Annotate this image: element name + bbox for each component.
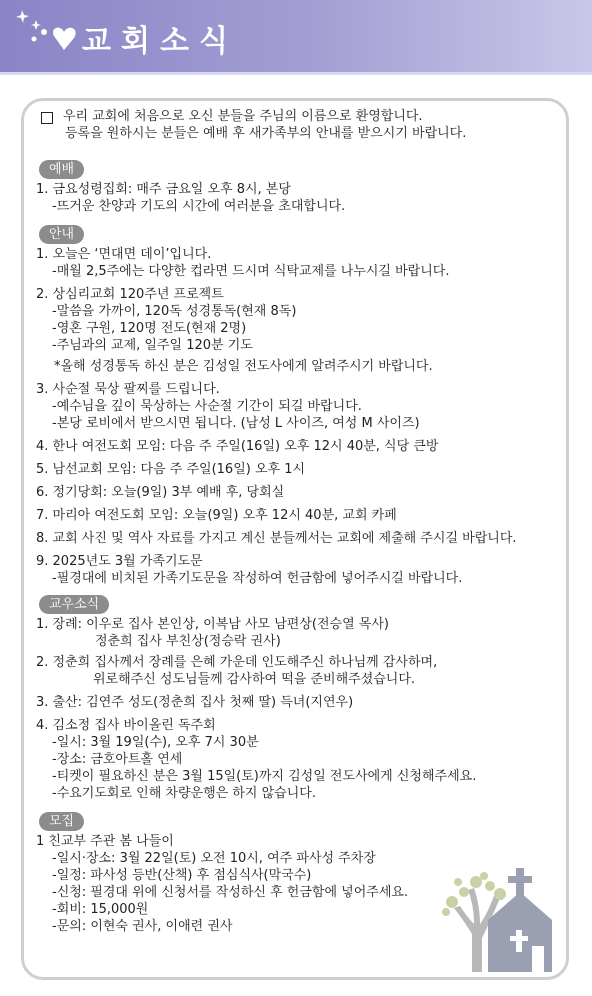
list-item: -매월 2,5주에는 다양한 컵라면 드시며 식탁교제를 나누시길 바랍니다. — [52, 264, 450, 279]
intro-line: 등록을 원하시는 분들은 예배 후 새가족부의 안내를 받으시기 바랍니다. — [65, 126, 467, 141]
section-label-worship: 예배 — [39, 160, 84, 179]
checkbox-icon — [41, 112, 53, 124]
list-item: -신청: 필경대 위에 신청서를 작성하신 후 헌금함에 넣어주세요. — [52, 885, 409, 900]
list-item: 정춘희 집사 부친상(정승락 권사) — [95, 634, 281, 649]
list-item: -뜨거운 찬양과 기도의 시간에 여러분을 초대합니다. — [52, 199, 346, 214]
list-item: 1. 금요성령집회: 매주 금요일 오후 8시, 본당 — [36, 182, 291, 197]
header-banner — [0, 0, 592, 72]
list-item: -필경대에 비치된 가족기도문을 작성하여 헌금함에 넣어주시길 바랍니다. — [52, 571, 463, 586]
list-item: 4. 한나 여전도회 모임: 다음 주 주일(16일) 오후 12시 40분, 식당 큰방 — [36, 439, 439, 454]
list-item: -예수님을 깊이 묵상하는 사순절 기간이 되길 바랍니다. — [52, 399, 362, 414]
welcome-intro — [36, 108, 566, 142]
section-label-recruit: 모집 — [39, 812, 84, 831]
list-item: -티켓이 필요하신 분은 3월 15일(토)까지 김성일 전도사에게 신청해주세요. — [52, 769, 477, 784]
section-label-members: 교우소식 — [39, 595, 109, 614]
list-item: -수요기도회로 인해 차량운행은 하지 않습니다. — [52, 786, 316, 801]
list-item: 6. 정기당회: 오늘(9일) 3부 예배 후, 당회실 — [36, 485, 285, 500]
church-tree-icon — [436, 846, 554, 974]
list-item: 7. 마리아 여전도회 모임: 오늘(9일) 오후 12시 40분, 교회 카페 — [36, 508, 397, 523]
page-title: 교회소식 — [82, 24, 238, 59]
list-item: 5. 남선교회 모임: 다음 주 주일(16일) 오후 1시 — [36, 462, 306, 477]
notice-content — [36, 108, 566, 935]
list-item: -일시·장소: 3월 22일(토) 오전 10시, 여주 파사성 주차장 — [52, 851, 376, 866]
list-item: -회비: 15,000원 — [52, 902, 149, 917]
list-item: 9. 2025년도 3월 가족기도문 — [36, 554, 203, 569]
list-item: -말씀을 가까이, 120독 성경통독(현재 8독) — [52, 304, 297, 319]
list-item: -일시: 3월 19일(수), 오후 7시 30분 — [52, 735, 259, 750]
section-label-notice: 안내 — [39, 225, 84, 244]
list-item: 1. 오늘은 ‘면대면 데이’입니다. — [36, 247, 212, 262]
header-divider — [0, 72, 592, 75]
list-item: -장소: 금호아트홀 연세 — [52, 752, 183, 767]
list-item: 1. 장례: 이우로 집사 본인상, 이복남 사모 남편상(전승열 목사) — [36, 617, 389, 632]
list-item: 8. 교회 사진 및 역사 자료를 가지고 계신 분들께서는 교회에 제출해 주시길 바랍니다. — [36, 531, 517, 546]
list-item: -일정: 파사성 등반(산책) 후 점심식사(막국수) — [52, 868, 312, 883]
list-item: *올해 성경통독 하신 분은 김성일 전도사에게 알려주시기 바랍니다. — [54, 359, 433, 374]
list-item: -주님과의 교제, 일주일 120분 기도 — [52, 338, 253, 353]
intro-line: 우리 교회에 처음으로 오신 분들을 주님의 이름으로 환영합니다. — [63, 109, 423, 124]
list-item: 2. 상심리교회 120주년 프로젝트 — [36, 287, 224, 302]
list-item: -영혼 구원, 120명 전도(현재 2명) — [52, 321, 247, 336]
list-item: 1 친교부 주관 봄 나들이 — [36, 834, 174, 849]
list-item: 3. 사순절 묵상 팔찌를 드립니다. — [36, 382, 220, 397]
list-item: 2. 정춘희 집사께서 장례를 은혜 가운데 인도해주신 하나님께 감사하며, — [36, 655, 438, 670]
list-item: 3. 출산: 김연주 성도(정춘희 집사 첫째 딸) 득녀(지연우) — [36, 695, 354, 710]
list-item: -본당 로비에서 받으시면 됩니다. (남성 L 사이즈, 여성 M 사이즈) — [52, 416, 420, 431]
list-item: -문의: 이현숙 권사, 이애련 권사 — [52, 919, 233, 934]
sparkle-heart-icon — [14, 6, 84, 66]
list-item: 위로해주신 성도님들께 감사하여 떡을 준비해주셨습니다. — [93, 672, 416, 687]
list-item: 4. 김소정 집사 바이올린 독주회 — [36, 718, 216, 733]
